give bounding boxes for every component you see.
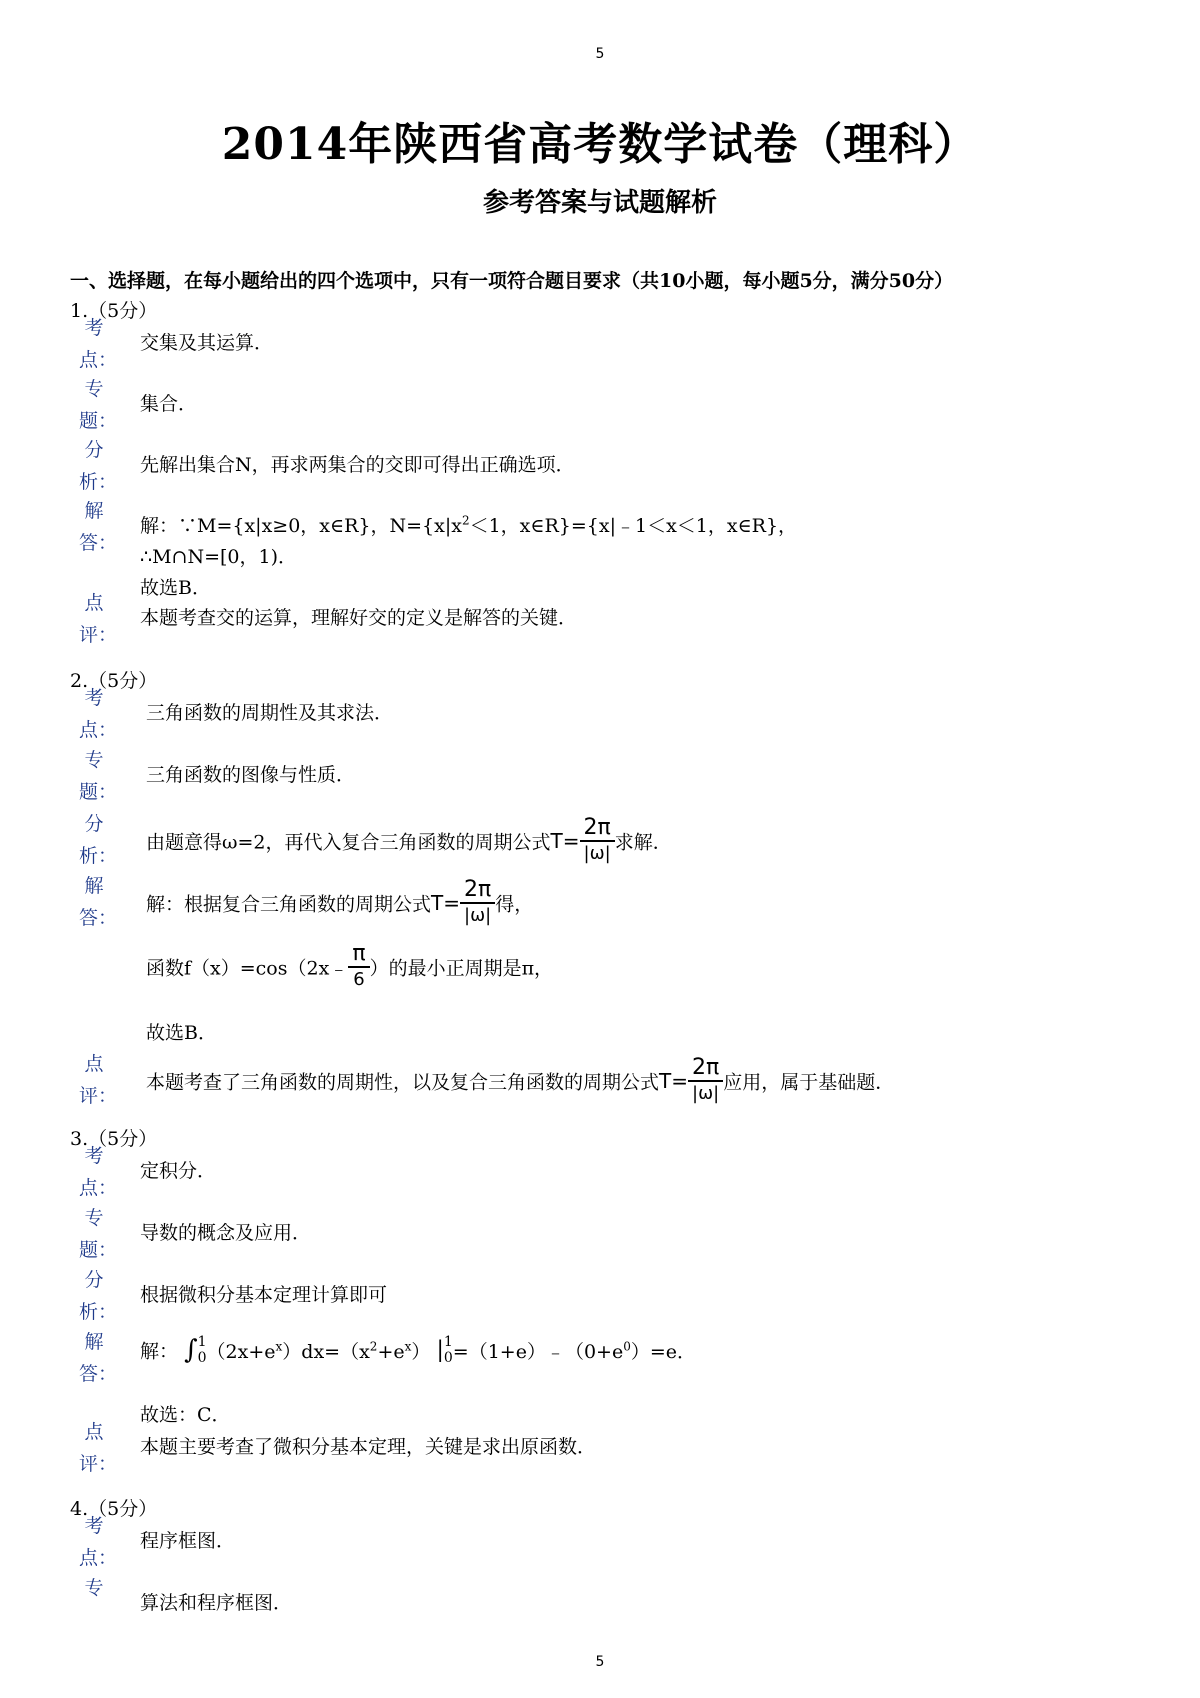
q1-jieda-label: 解 答： — [79, 500, 118, 554]
q3-zhuanti: 导数的概念及应用． — [140, 1222, 312, 1244]
q2-head: 2.（5分） — [70, 670, 158, 692]
q4-head: 4.（5分） — [70, 1498, 158, 1520]
q3-head: 3.（5分） — [70, 1128, 158, 1150]
evaluation-bounds: 1 0 — [443, 1334, 453, 1366]
q1-head: 1.（5分） — [70, 300, 158, 322]
q1-dianping-label: 点 评： — [79, 592, 118, 646]
q4-kaodian-label: 考 点： — [79, 1515, 118, 1569]
q1-jieda-line3: 故选B． — [140, 577, 211, 599]
q4-kaodian: 程序框图． — [140, 1530, 236, 1552]
integral-sign: ∫ — [184, 1335, 198, 1365]
q1-dianping: 本题考查交的运算，理解好交的定义是解答的关键． — [140, 607, 578, 629]
q3-jieda-line1: 解： ∫1 $0(2x+e^x)dx=(x^2+e^x)$ |1 $0=(1+e)﹣(0+e^0)=e$． — [140, 1334, 697, 1366]
q4-zhuanti-label: 专 — [84, 1577, 104, 1599]
page-number-bottom: 5 — [595, 1654, 605, 1670]
q1-jieda-line1: 解：∵M={x|x≥0，x∈R}，$N=\{x|x^2<1$，x∈R}={x|﹣1＜x＜1，x∈R}， — [140, 513, 798, 537]
q2-dianping: 本题考查了三角函数的周期性，以及复合三角函数的周期公式T= $\frac{2\pi}{|\omega|}$ 应用，属于基础题． — [146, 1055, 895, 1104]
q3-jieda-line2: 故选：C． — [140, 1404, 231, 1426]
q2-kaodian: 三角函数的周期性及其求法． — [146, 702, 394, 724]
q1-jieda-line2: ∴M∩N=[0，1)． — [140, 546, 298, 568]
q1-zhuanti-label: 专 题： — [79, 378, 118, 432]
page-subtitle: 参考答案与试题解析 — [482, 188, 717, 218]
q2-jieda-label: 解 答： — [79, 875, 118, 929]
q3-zhuanti-label: 专 题： — [79, 1207, 118, 1261]
q2-fenxi: 由题意得ω=2，再代入复合三角函数的周期公式T= $\frac{2\pi}{|\omega|}$ 求解． — [146, 815, 672, 864]
q3-kaodian-label: 考 点： — [79, 1145, 118, 1199]
page-number-top: 5 — [595, 46, 605, 62]
q3-dianping: 本题主要考查了微积分基本定理，关键是求出原函数． — [140, 1436, 597, 1458]
q2-zhuanti: 三角函数的图像与性质． — [146, 764, 356, 786]
q2-fenxi-formula: $\frac{2\pi}{|\omega|}$ — [580, 816, 615, 866]
q2-jieda-formula: $\frac{2\pi}{|\omega|}$ — [460, 878, 495, 928]
q2-dianping-formula: $\frac{2\pi}{|\omega|}$ — [688, 1056, 723, 1106]
q2-fenxi-label: 分 析： — [79, 813, 118, 867]
q2-jieda-line2: 函数f（x）=cos（2x﹣ $\frac{\pi}{6}$ ）的最小正周期是π， — [146, 941, 554, 990]
q1-kaodian-label: 考 点： — [79, 317, 118, 371]
q2-zhuanti-label: 专 题： — [79, 749, 118, 803]
q3-jieda-label: 解 答： — [79, 1331, 118, 1385]
q3-fenxi: 根据微积分基本定理计算即可 — [140, 1284, 388, 1306]
q2-jieda-line1: 解：根据复合三角函数的周期公式T= $\frac{2\pi}{|\omega|}$ 得， — [146, 877, 534, 926]
q3-fenxi-label: 分 析： — [79, 1269, 118, 1323]
q2-pi-over-6: $\frac{\pi}{6}$ — [348, 942, 369, 992]
q3-kaodian: 定积分． — [140, 1160, 217, 1182]
integral-bounds: 1 0 — [197, 1334, 207, 1366]
q3-dianping-label: 点 评： — [79, 1421, 118, 1475]
q1-zhuanti: 集合． — [140, 393, 198, 415]
q2-kaodian-label: 考 点： — [79, 687, 118, 741]
q1-kaodian: 交集及其运算． — [140, 332, 274, 354]
q2-dianping-label: 点 评： — [79, 1053, 118, 1107]
q1-fenxi: 先解出集合N，再求两集合的交即可得出正确选项． — [140, 454, 575, 476]
q4-zhuanti: 算法和程序框图． — [140, 1592, 293, 1614]
q2-jieda-line3: 故选B． — [146, 1022, 217, 1044]
section-heading: 一、选择题，在每小题给出的四个选项中，只有一项符合题目要求（共10小题，每小题5分，满分50分） — [70, 270, 954, 292]
q1-fenxi-label: 分 析： — [79, 439, 118, 493]
page-title: 2014年陕西省高考数学试卷（理科） — [221, 119, 979, 170]
